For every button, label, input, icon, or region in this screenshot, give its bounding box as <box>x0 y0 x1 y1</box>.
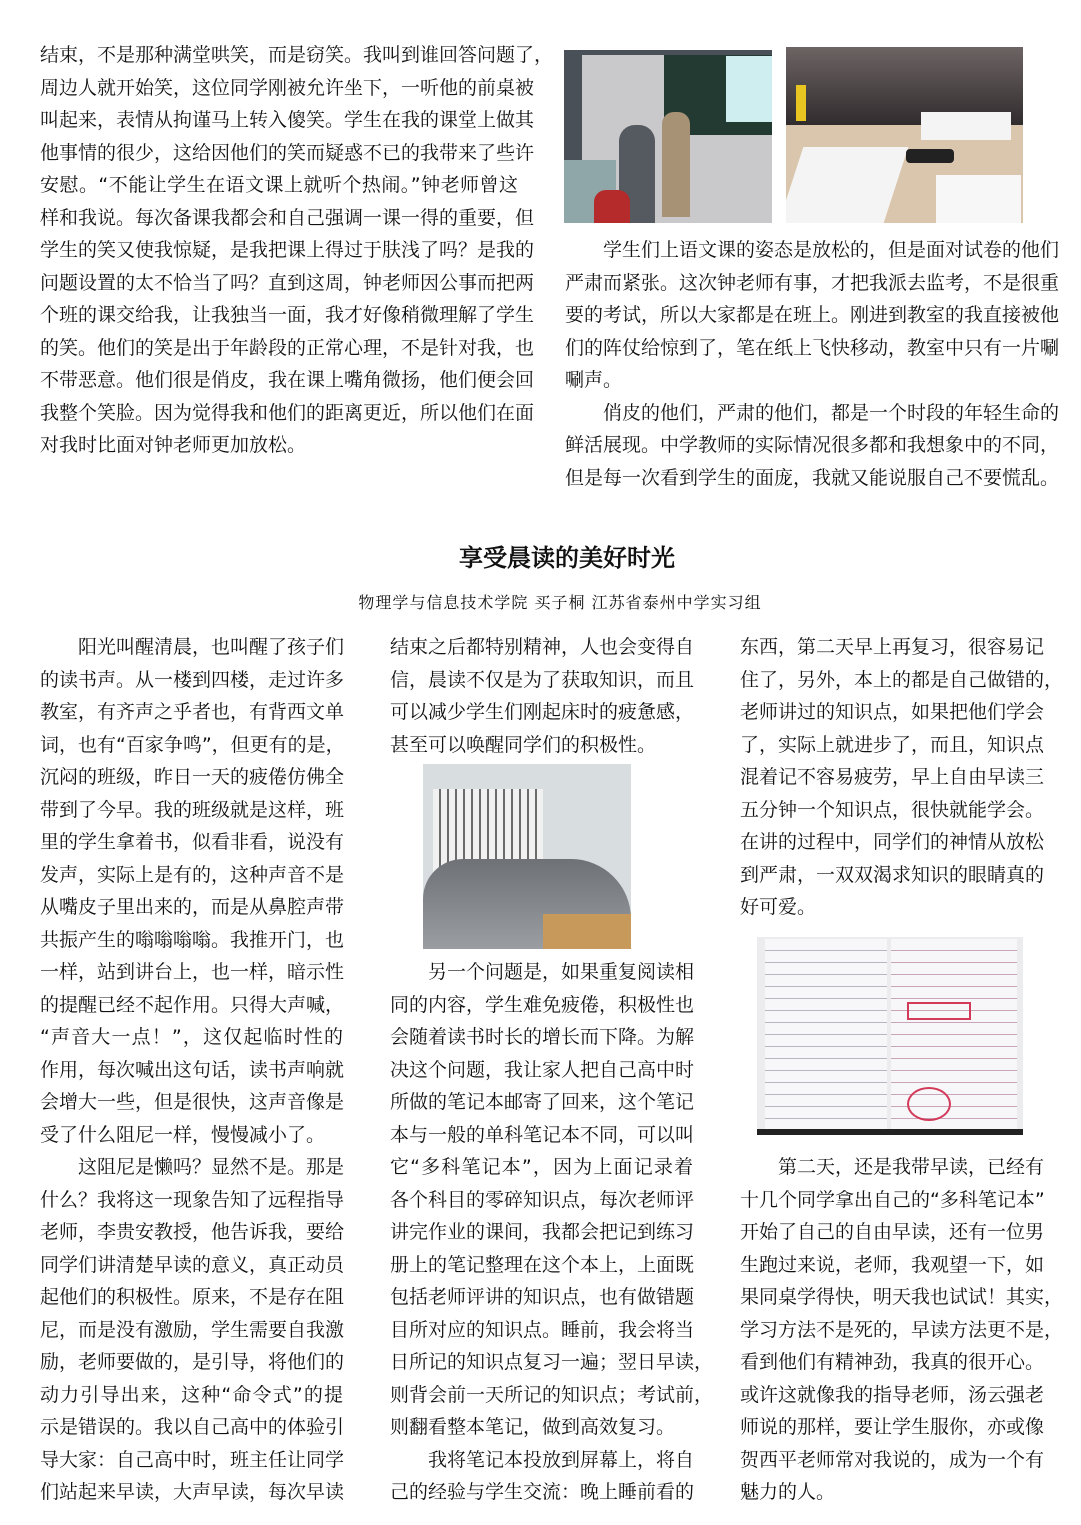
text-line: 师说的那样，要让学生服你，亦或像 <box>740 1416 1045 1438</box>
text-line: 带到了今早。我的班级就是这样，班 <box>40 798 345 821</box>
text-line: 看到他们有精神劲，我真的很开心。 <box>740 1351 1045 1373</box>
paragraph <box>565 234 1060 397</box>
paragraph <box>390 956 714 1444</box>
photo-multi-subject-notebook <box>757 937 1023 1135</box>
text-line: 五分钟一个知识点，很快就能学会。 <box>740 798 1045 821</box>
article-column-3-bottom <box>740 1151 1064 1509</box>
text-line: 册上的笔记整理在这个本上，上面既 <box>390 1253 695 1276</box>
text-line: 可以减少学生们刚起床时的疲惫感， <box>390 701 695 723</box>
text-line: 发声，实际上是有的，这种声音不是 <box>40 863 345 886</box>
text-line: 讲完作业的课间，我都会把记到练习 <box>390 1221 695 1243</box>
article-continued-left-column <box>40 39 554 462</box>
text-line: 唰声。 <box>565 369 623 391</box>
text-line: 安慰。“不能让学生在语文课上就听个热闹。”钟老师曾这 <box>40 174 518 196</box>
text-line: 的笑。他们的笑是出于年龄段的正常心理，不是针对我，也 <box>40 336 535 359</box>
text-line: 对我时比面对钟老师更加放松。 <box>40 434 307 456</box>
text-line: 学生的笑又使我惊疑，是我把课上得过于肤浅了吗？是我的 <box>40 239 535 261</box>
text-line: 里的学生拿着书，似看非看，说没有 <box>40 831 345 853</box>
text-line: 这阻尼是懒吗？显然不是。那是 <box>78 1156 345 1178</box>
article-continued-right-column <box>565 234 1060 494</box>
text-line: 但是每一次看到学生的面庞，我就又能说服自己不要慌乱。 <box>565 466 1060 489</box>
text-line: 励，老师要做的，是引导，将他们的 <box>40 1351 345 1373</box>
text-line: 们站起来早读，大声早读，每次早读 <box>40 1481 345 1503</box>
text-line: 我整个笑脸。因为觉得我和他们的距离更近，所以他们在面 <box>40 401 535 424</box>
text-line: 会随着读书时长的增长而下降。为解 <box>390 1026 695 1048</box>
article-column-1 <box>40 631 343 1509</box>
text-line: 则背会前一天所记的知识点；考试前， <box>390 1383 714 1406</box>
text-line: 混着记不容易疲劳，早上自由早读三 <box>740 766 1045 788</box>
text-line: 动力引导出来，这种“命令式”的提 <box>40 1383 343 1406</box>
text-line: 所做的笔记本邮寄了回来，这个笔记 <box>390 1091 695 1113</box>
text-line: 或许这就像我的指导老师，汤云强老 <box>740 1383 1045 1406</box>
text-line: 决这个问题，我让家人把自己高中时 <box>390 1058 695 1081</box>
paragraph <box>740 631 1064 924</box>
text-line: 周边人就开始笑，这位同学刚被允许坐下，一听他的前桌被 <box>40 76 535 99</box>
text-line: 会增大一些，但是很快，这声音像是 <box>40 1091 345 1113</box>
text-line: 好可爱。 <box>740 896 817 918</box>
text-line: “声音大一点！”，这仅起临时性的 <box>40 1026 343 1048</box>
text-line: 信，晨读不仅是为了获取知识，而且 <box>390 668 695 691</box>
paragraph <box>565 397 1060 495</box>
text-line: 生跑过来说，老师，我观望一下，如 <box>740 1253 1045 1276</box>
text-line: 一样，站到讲台上，也一样，暗示性 <box>40 961 345 983</box>
text-line: 作用，每次喊出这句话，读书声响就 <box>40 1058 345 1081</box>
text-line: 的提醒已经不起作用。只得大声喊， <box>40 993 345 1016</box>
text-line: 的读书声。从一楼到四楼，走过许多 <box>40 668 345 691</box>
text-line: 日所记的知识点复习一遍；翌日早读， <box>390 1351 714 1373</box>
text-line: 了，实际上就进步了，而且，知识点 <box>740 733 1045 756</box>
text-line: 叫起来，表情从拘谨马上转入傻笑。学生在我的课堂上做其 <box>40 109 535 131</box>
photo-exam-desk <box>786 47 1023 223</box>
article-byline: 物理学与信息技术学院 买子桐 江苏省泰州中学实习组 <box>358 593 762 612</box>
text-line: 导大家：自己高中时，班主任让同学 <box>40 1448 345 1471</box>
text-line: 不带恶意。他们很是俏皮，我在课上嘴角微扬，他们便会回 <box>40 369 535 391</box>
photo-morning-reading-classroom <box>423 764 631 949</box>
text-line: 阳光叫醒清晨，也叫醒了孩子们 <box>78 636 345 658</box>
text-line: 们的阵仗给惊到了，笔在纸上飞快移动，教室中只有一片唰 <box>565 336 1060 359</box>
text-line: 受了什么阻尼一样，慢慢减小了。 <box>40 1123 326 1146</box>
text-line: 鲜活展现。中学教师的实际情况很多都和我想象中的不同， <box>565 434 1060 456</box>
text-line: 第二天，还是我带早读，已经有 <box>778 1156 1045 1178</box>
text-line: 包括老师评讲的知识点，也有做错题 <box>390 1286 695 1308</box>
text-line: 到严肃，一双双渴求知识的眼睛真的 <box>740 863 1045 886</box>
text-line: 词，也有“百家争鸣”，但更有的是， <box>40 733 345 756</box>
text-line: 结束之后都特别精神，人也会变得自 <box>390 636 695 658</box>
text-line: 起他们的积极性。原来，不是存在阻 <box>40 1286 345 1308</box>
text-line: 个班的课交给我，让我独当一面，我才好像稍微理解了学生 <box>40 304 535 326</box>
text-line: 从嘴皮子里出来的，而是从鼻腔声带 <box>40 896 345 918</box>
text-line: 学习方法不是死的，早读方法更不是， <box>740 1318 1064 1341</box>
text-line: 他事情的很少，这给因他们的笑而疑惑不已的我带来了些许 <box>40 141 535 164</box>
text-line: 十几个同学拿出自己的“多科笔记本” <box>740 1188 1045 1211</box>
article-title: 享受晨读的美好时光 <box>459 544 675 572</box>
text-line: 结束，不是那种满堂哄笑，而是窃笑。我叫到谁回答问题了， <box>40 44 554 66</box>
article-column-2-top <box>390 631 693 761</box>
text-line: 尼，而是没有激励，学生需要自我激 <box>40 1318 345 1341</box>
text-line: 问题设置的太不恰当了吗？直到这周，钟老师因公事而把两 <box>40 271 535 294</box>
text-line: 己的经验与学生交流：晚上睡前看的 <box>390 1481 695 1503</box>
text-line: 老师，李贵安教授，他告诉我，要给 <box>40 1221 345 1243</box>
paragraph <box>740 1151 1064 1509</box>
text-line: 东西，第二天早上再复习，很容易记 <box>740 636 1045 658</box>
text-line: 贺西平老师常对我说的，成为一个有 <box>740 1448 1045 1471</box>
paragraph <box>390 631 693 761</box>
text-line: 魅力的人。 <box>740 1481 836 1503</box>
article-column-3-top <box>740 631 1064 924</box>
text-line: 开始了自己的自由早读，还有一位男 <box>740 1221 1045 1243</box>
paragraph <box>40 1151 343 1509</box>
text-line: 要的考试，所以大家都是在班上。刚进到教室的我直接被他 <box>565 304 1060 326</box>
text-line: 果同桌学得快，明天我也试试！其实， <box>740 1286 1064 1308</box>
text-line: 则翻看整本笔记，做到高效复习。 <box>390 1416 676 1438</box>
text-line: 共振产生的嗡嗡嗡嗡。我推开门，也 <box>40 928 345 951</box>
text-line: 俏皮的他们，严肃的他们，都是一个时段的年轻生命的 <box>603 401 1060 424</box>
text-line: 目所对应的知识点。睡前，我会将当 <box>390 1318 695 1341</box>
text-line: 在讲的过程中，同学们的神情从放松 <box>740 831 1045 853</box>
article-column-2-bottom <box>390 956 714 1509</box>
text-line: 我将笔记本投放到屏幕上，将自 <box>428 1448 695 1471</box>
text-line: 学生们上语文课的姿态是放松的，但是面对试卷的他们 <box>603 239 1060 261</box>
paragraph <box>390 1444 693 1509</box>
text-line: 沉闷的班级，昨日一天的疲倦仿佛全 <box>40 766 345 788</box>
text-line: 什么？我将这一现象告知了远程指导 <box>40 1188 345 1211</box>
text-line: 同学们讲清楚早读的意义，真正动员 <box>40 1253 345 1276</box>
text-line: 各个科目的零碎知识点，每次老师评 <box>390 1188 695 1211</box>
text-line: 它“多科笔记本”，因为上面记录着 <box>390 1156 693 1178</box>
text-line: 甚至可以唤醒同学们的积极性。 <box>390 733 657 756</box>
text-line: 示是错误的。我以自己高中的体验引 <box>40 1416 345 1438</box>
text-line: 样和我说。每次备课我都会和自己强调一课一得的重要，但 <box>40 206 535 229</box>
text-line: 另一个问题是，如果重复阅读相 <box>428 961 695 983</box>
paragraph <box>40 39 554 462</box>
photo-classroom-teaching <box>564 50 772 223</box>
text-line: 老师讲过的知识点，如果把他们学会 <box>740 701 1045 723</box>
text-line: 教室，有齐声之乎者也，有背西文单 <box>40 701 345 723</box>
paragraph <box>40 631 343 1151</box>
text-line: 本与一般的单科笔记本不同，可以叫 <box>390 1123 695 1146</box>
text-line: 严肃而紧张。这次钟老师有事，才把我派去监考，不是很重 <box>565 271 1060 294</box>
text-line: 同的内容，学生难免疲倦，积极性也 <box>390 993 695 1016</box>
text-line: 住了，另外，本上的都是自己做错的， <box>740 668 1064 691</box>
